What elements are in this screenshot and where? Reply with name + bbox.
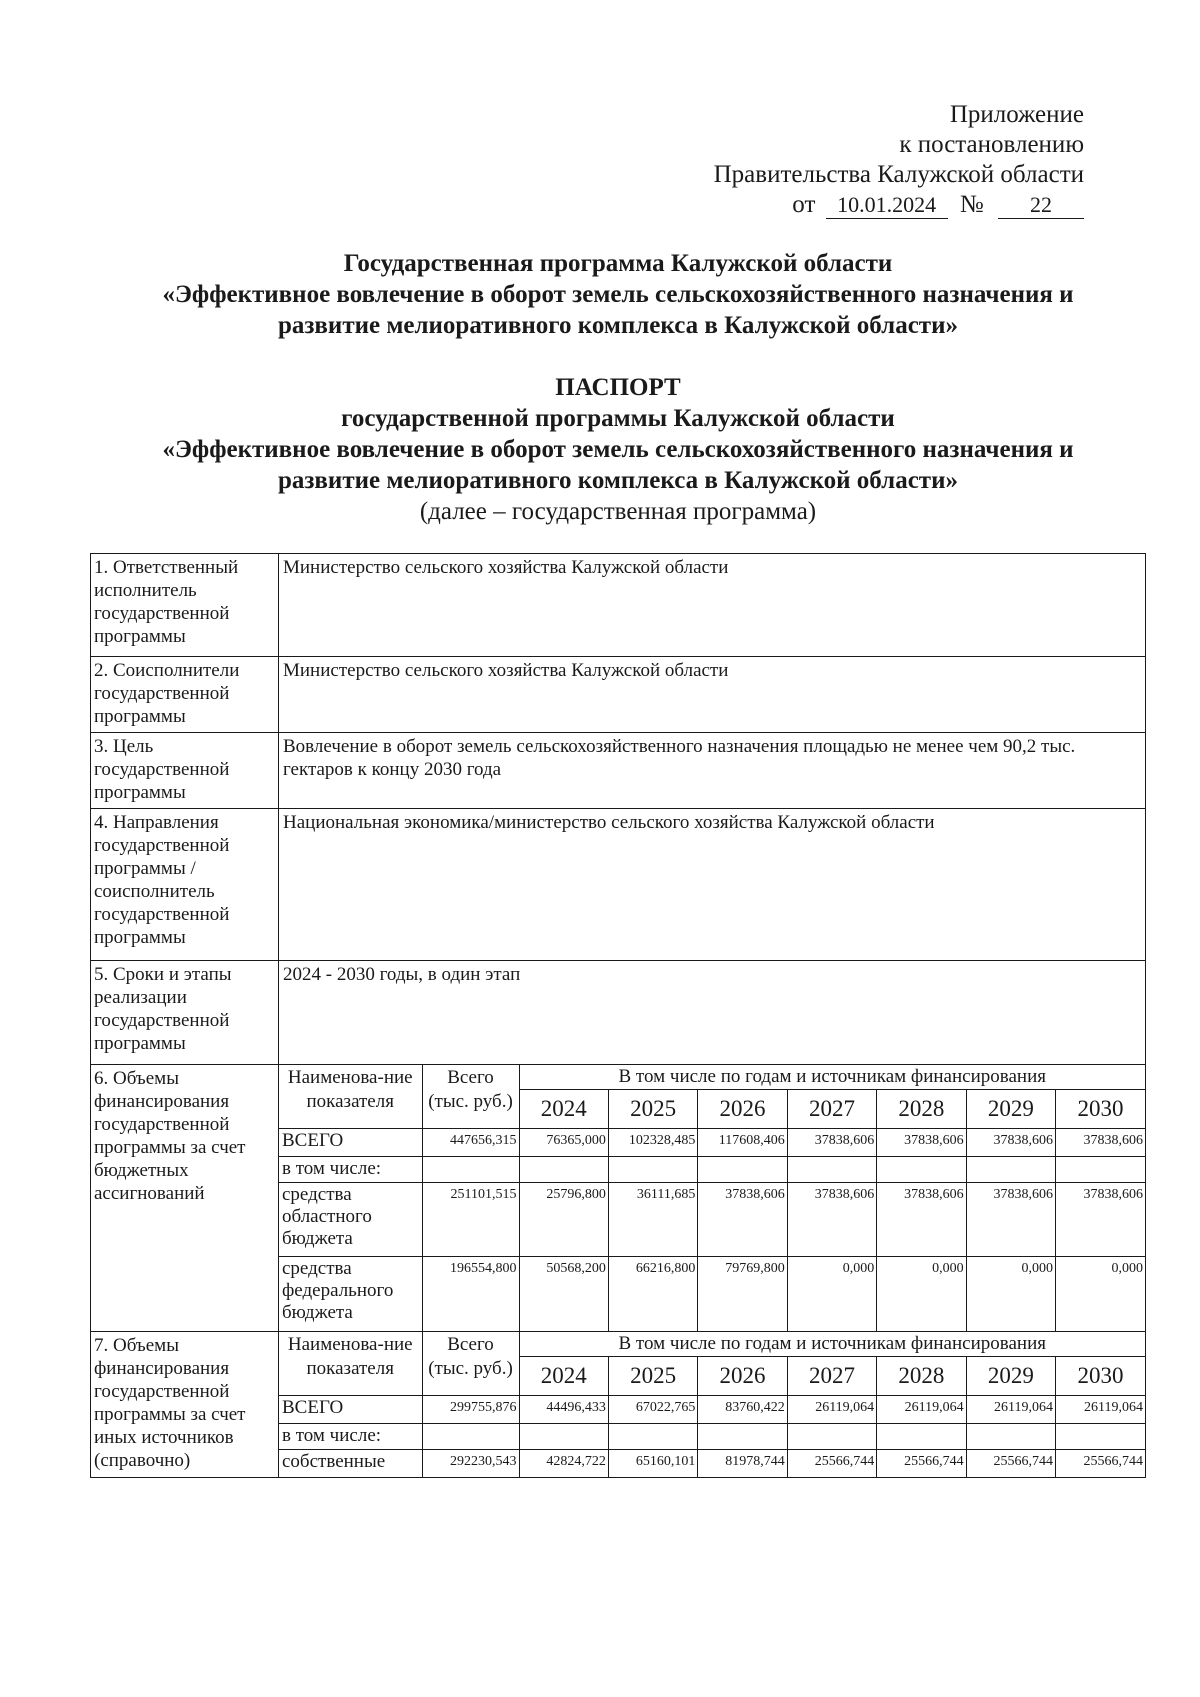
year-value: 37838,606 <box>1056 1129 1145 1157</box>
passport-note: (далее – государственная программа) <box>419 498 817 525</box>
program-title-line: Государственная программа Калужской области <box>343 250 893 277</box>
row-total: 196554,800 <box>422 1257 519 1331</box>
row-value: Министерство сельского хозяйства Калужской области <box>279 554 1146 657</box>
appendix-header <box>714 100 1084 220</box>
year-value <box>1056 1423 1145 1449</box>
row-label: 5. Сроки и этапы реализации государственной программы <box>91 961 279 1065</box>
table-row <box>279 1157 1145 1183</box>
year-value: 37838,606 <box>877 1129 966 1157</box>
year-header: 2028 <box>877 1356 966 1395</box>
year-header: 2025 <box>608 1090 697 1129</box>
year-value: 44496,433 <box>519 1395 608 1423</box>
table-row <box>279 1332 1145 1357</box>
table-row <box>279 1449 1145 1477</box>
row-value: Вовлечение в оборот земель сельскохозяйственного назначения площадью не менее чем 90,2 тыс. гектаров к концу 2030 года <box>279 733 1146 809</box>
year-value: 37838,606 <box>698 1183 787 1257</box>
finance-other-cell <box>279 1331 1146 1478</box>
year-value <box>966 1157 1055 1183</box>
row-total <box>422 1423 519 1449</box>
year-value: 37838,606 <box>966 1129 1055 1157</box>
program-title-line: развитие мелиоративного комплекса в Калужской области» <box>277 312 958 339</box>
table-row <box>91 961 1146 1065</box>
year-value: 26119,064 <box>966 1395 1055 1423</box>
year-value <box>698 1157 787 1183</box>
year-value <box>787 1157 876 1183</box>
year-value: 65160,101 <box>608 1449 697 1477</box>
row-label: 7. Объемы финансирования государственной программы за счет иных источников (справочно) <box>91 1331 279 1478</box>
year-value <box>877 1423 966 1449</box>
year-value <box>877 1157 966 1183</box>
number-label: № <box>959 191 984 218</box>
year-value: 37838,606 <box>1056 1183 1145 1257</box>
passport-heading: ПАСПОРТ <box>555 374 681 401</box>
year-value: 83760,422 <box>698 1395 787 1423</box>
row-total: 299755,876 <box>422 1395 519 1423</box>
row-total <box>422 1157 519 1183</box>
table-row <box>279 1257 1145 1331</box>
row-label: 4. Направления государственной программы / соисполнитель государственной программы <box>91 809 279 961</box>
year-value: 66216,800 <box>608 1257 697 1331</box>
year-value <box>787 1423 876 1449</box>
year-value: 50568,200 <box>519 1257 608 1331</box>
table-row <box>279 1065 1145 1090</box>
year-header: 2027 <box>787 1090 876 1129</box>
year-header: 2025 <box>608 1356 697 1395</box>
row-label: 6. Объемы финансирования государственной программы за счет бюджетных ассигнований <box>91 1065 279 1332</box>
row-name: ВСЕГО <box>279 1129 422 1157</box>
year-value <box>519 1423 608 1449</box>
row-name: средства областного бюджета <box>279 1183 422 1257</box>
row-total: 292230,543 <box>422 1449 519 1477</box>
table-row <box>91 1065 1146 1332</box>
program-title-line: «Эффективное вовлечение в оборот земель сельскохозяйственного назначения и <box>162 281 1074 308</box>
year-header: 2026 <box>698 1356 787 1395</box>
from-label: от <box>792 191 816 218</box>
table-row <box>279 1395 1145 1423</box>
col-header-total: Всего (тыс. руб.) <box>422 1065 519 1129</box>
col-header-name: Наименова-ние показателя <box>279 1332 422 1396</box>
col-header-name: Наименова-ние показателя <box>279 1065 422 1129</box>
passport-subtitle-line: государственной программы Калужской области <box>341 405 895 432</box>
table-row <box>91 733 1146 809</box>
row-label: 2. Соисполнители государственной программы <box>91 657 279 733</box>
year-value: 102328,485 <box>608 1129 697 1157</box>
decree-number: 22 <box>998 192 1084 219</box>
year-header: 2030 <box>1056 1090 1145 1129</box>
row-name: в том числе: <box>279 1423 422 1449</box>
year-value <box>519 1157 608 1183</box>
year-value: 37838,606 <box>787 1183 876 1257</box>
year-value: 67022,765 <box>608 1395 697 1423</box>
year-value: 25566,744 <box>877 1449 966 1477</box>
year-header: 2024 <box>519 1356 608 1395</box>
year-value: 0,000 <box>1056 1257 1145 1331</box>
row-name: средства федерального бюджета <box>279 1257 422 1331</box>
program-title <box>90 248 1146 341</box>
row-name: собственные <box>279 1449 422 1477</box>
year-value: 117608,406 <box>698 1129 787 1157</box>
row-total: 447656,315 <box>422 1129 519 1157</box>
table-row <box>279 1423 1145 1449</box>
year-value: 26119,064 <box>1056 1395 1145 1423</box>
year-value: 42824,722 <box>519 1449 608 1477</box>
row-label: 3. Цель государственной программы <box>91 733 279 809</box>
year-value: 25796,800 <box>519 1183 608 1257</box>
finance-budget-table <box>279 1065 1145 1331</box>
year-value <box>608 1157 697 1183</box>
row-value: Министерство сельского хозяйства Калужской области <box>279 657 1146 733</box>
year-header: 2024 <box>519 1090 608 1129</box>
row-value: Национальная экономика/министерство сельского хозяйства Калужской области <box>279 809 1146 961</box>
year-header: 2028 <box>877 1090 966 1129</box>
year-value: 25566,744 <box>1056 1449 1145 1477</box>
finance-other-table <box>279 1332 1145 1478</box>
table-row <box>91 554 1146 657</box>
col-header-years: В том числе по годам и источникам финансирования <box>519 1332 1145 1357</box>
table-row <box>91 809 1146 961</box>
year-value: 0,000 <box>787 1257 876 1331</box>
year-value: 37838,606 <box>966 1183 1055 1257</box>
year-value: 0,000 <box>877 1257 966 1331</box>
year-value: 0,000 <box>966 1257 1055 1331</box>
passport-table <box>90 553 1146 1478</box>
year-header: 2030 <box>1056 1356 1145 1395</box>
appendix-title: Приложение <box>949 101 1084 128</box>
year-value: 36111,685 <box>608 1183 697 1257</box>
finance-budget-cell <box>279 1065 1146 1332</box>
row-total: 251101,515 <box>422 1183 519 1257</box>
year-value <box>966 1423 1055 1449</box>
year-value: 76365,000 <box>519 1129 608 1157</box>
year-value: 81978,744 <box>698 1449 787 1477</box>
appendix-decree-ref: к постановлению <box>899 131 1084 158</box>
year-value <box>608 1423 697 1449</box>
row-name: в том числе: <box>279 1157 422 1183</box>
year-header: 2027 <box>787 1356 876 1395</box>
appendix-government: Правительства Калужской области <box>713 161 1084 188</box>
table-row <box>91 657 1146 733</box>
year-header: 2026 <box>698 1090 787 1129</box>
passport-subtitle-line: развитие мелиоративного комплекса в Калужской области» <box>277 467 958 494</box>
year-header: 2029 <box>966 1356 1055 1395</box>
decree-date: 10.01.2024 <box>826 192 948 219</box>
table-row <box>279 1183 1145 1257</box>
year-value: 25566,744 <box>966 1449 1055 1477</box>
row-label: 1. Ответственный исполнитель государственной программы <box>91 554 279 657</box>
year-value: 26119,064 <box>787 1395 876 1423</box>
row-name: ВСЕГО <box>279 1395 422 1423</box>
decree-date-line <box>714 190 1084 220</box>
year-header: 2029 <box>966 1090 1055 1129</box>
table-row <box>279 1129 1145 1157</box>
year-value: 26119,064 <box>877 1395 966 1423</box>
row-value: 2024 - 2030 годы, в один этап <box>279 961 1146 1065</box>
col-header-total: Всего (тыс. руб.) <box>422 1332 519 1396</box>
year-value <box>1056 1157 1145 1183</box>
year-value: 37838,606 <box>877 1183 966 1257</box>
passport-heading-block <box>90 372 1146 527</box>
table-row <box>91 1331 1146 1478</box>
col-header-years: В том числе по годам и источникам финансирования <box>519 1065 1145 1090</box>
year-value <box>698 1423 787 1449</box>
passport-subtitle-line: «Эффективное вовлечение в оборот земель сельскохозяйственного назначения и <box>162 436 1074 463</box>
year-value: 79769,800 <box>698 1257 787 1331</box>
year-value: 37838,606 <box>787 1129 876 1157</box>
year-value: 25566,744 <box>787 1449 876 1477</box>
